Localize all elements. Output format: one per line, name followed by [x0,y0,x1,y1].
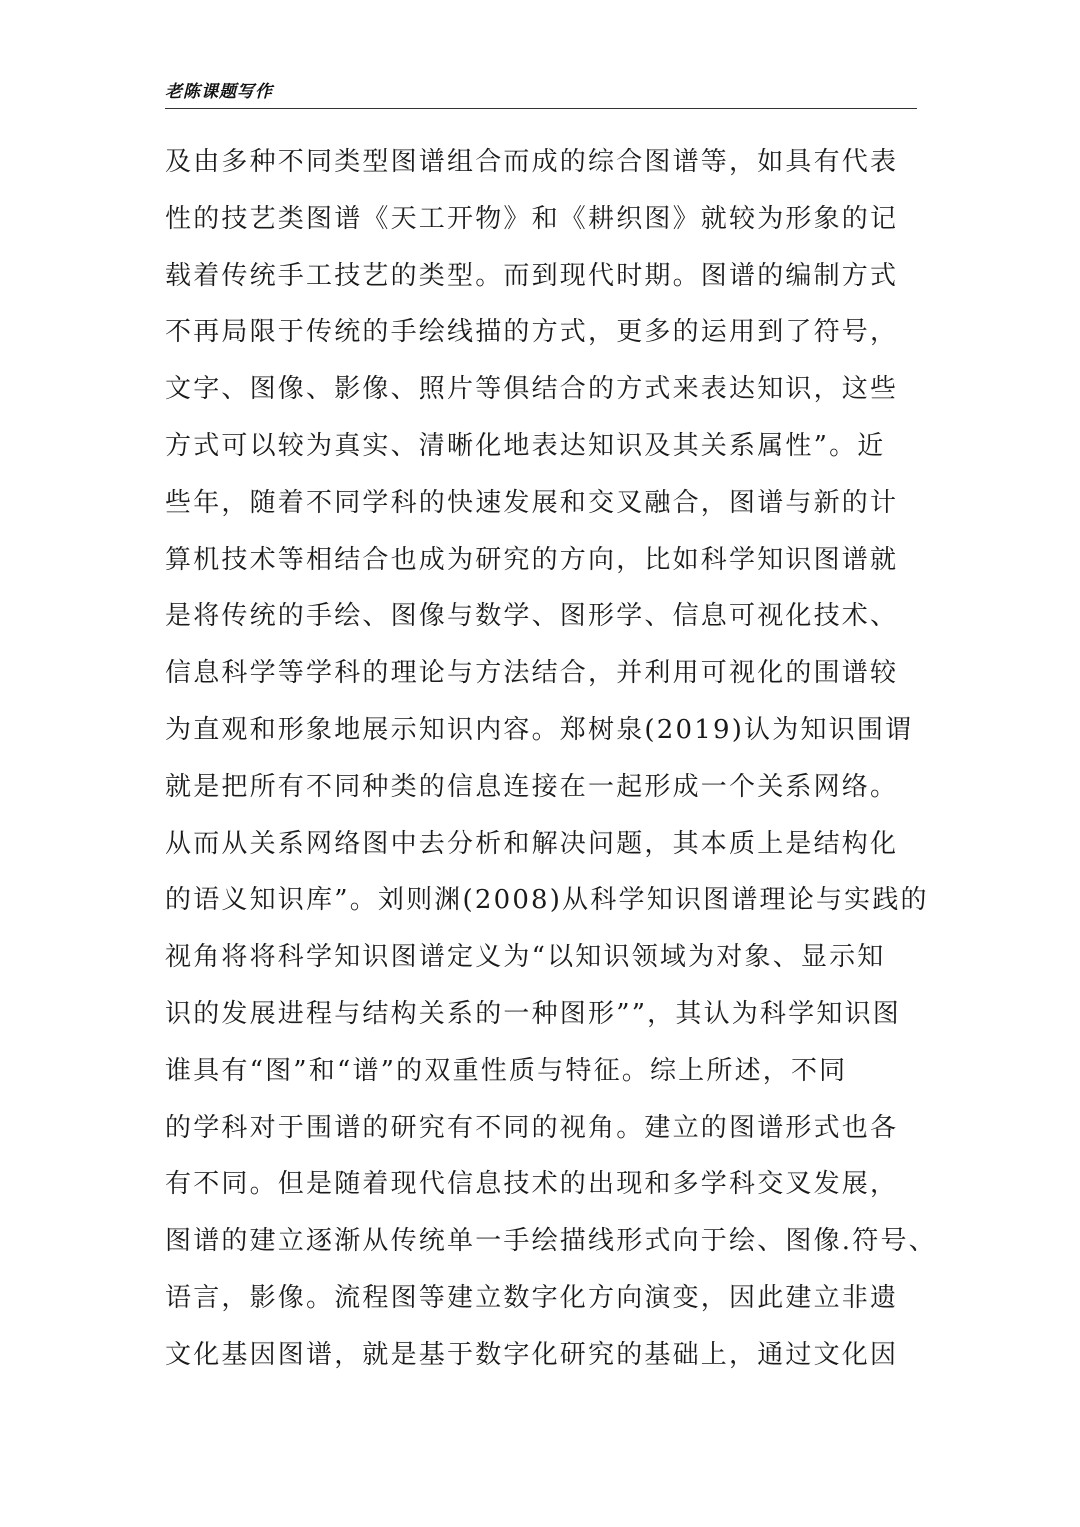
text-line: 的学科对于围谱的研究有不同的视角。建立的图谱形式也各 [165,1112,899,1143]
text-line: 方式可以较为真实、清晰化地表达知识及其关系属性”。近 [165,430,886,461]
text-line: 视角将将科学知识图谱定义为“以知识领域为对象、显示知 [165,942,886,973]
header-title: 老陈课题写作 [165,82,273,102]
text-line: 谁具有“图”和“谱”的双重性质与特征。综上所述，不同 [165,1055,848,1086]
text-line: 为直观和形象地展示知识内容。郑树泉(2019)认为知识围谓 [165,714,914,745]
text-line: 文字、图像、影像、照片等俱结合的方式来表达知识，这些 [165,374,899,405]
text-line: 算机技术等相结合也成为研究的方向，比如科学知识图谱就 [165,544,899,575]
text-line: 性的技艺类图谱《天工开物》和《耕织图》就较为形象的记 [165,203,899,234]
text-line: 从而从关系网络图中去分析和解决问题，其本质上是结构化 [165,828,899,859]
text-line: 文化基因图谱，就是基于数字化研究的基础上，通过文化因 [165,1339,899,1370]
text-line: 语言，影像。流程图等建立数字化方向演变，因此建立非遗 [165,1282,899,1313]
text-line: 有不同。但是随着现代信息技术的出现和多学科交叉发展， [165,1169,899,1200]
text-line: 些年，随着不同学科的快速发展和交叉融合，图谱与新的计 [165,487,899,518]
text-line: 是将传统的手绘、图像与数学、图形学、信息可视化技术、 [165,601,899,632]
text-line: 就是把所有不同种类的信息连接在一起形成一个关系网络。 [165,771,899,802]
text-line: 信息科学等学科的理论与方法结合，并利用可视化的围谱较 [165,658,899,689]
text-line: 不再局限于传统的手绘线描的方式，更多的运用到了符号， [165,317,899,348]
text-line: 图谱的建立逐渐从传统单一手绘描线形式向于绘、图像.符号、 [165,1226,937,1257]
body-text [165,134,937,1384]
text-line: 载着传统手工技艺的类型。而到现代时期。图谱的编制方式 [165,260,899,291]
text-line: 识的发展进程与结构关系的一种图形””，其认为科学知识图 [165,998,901,1029]
text-line: 及由多种不同类型图谱组合而成的综合图谱等，如具有代表 [165,147,899,177]
page-header [165,80,917,108]
header-divider [165,108,917,109]
text-line: 的语义知识库”。刘则渊(2008)从科学知识图谱理论与实践的 [165,885,929,916]
